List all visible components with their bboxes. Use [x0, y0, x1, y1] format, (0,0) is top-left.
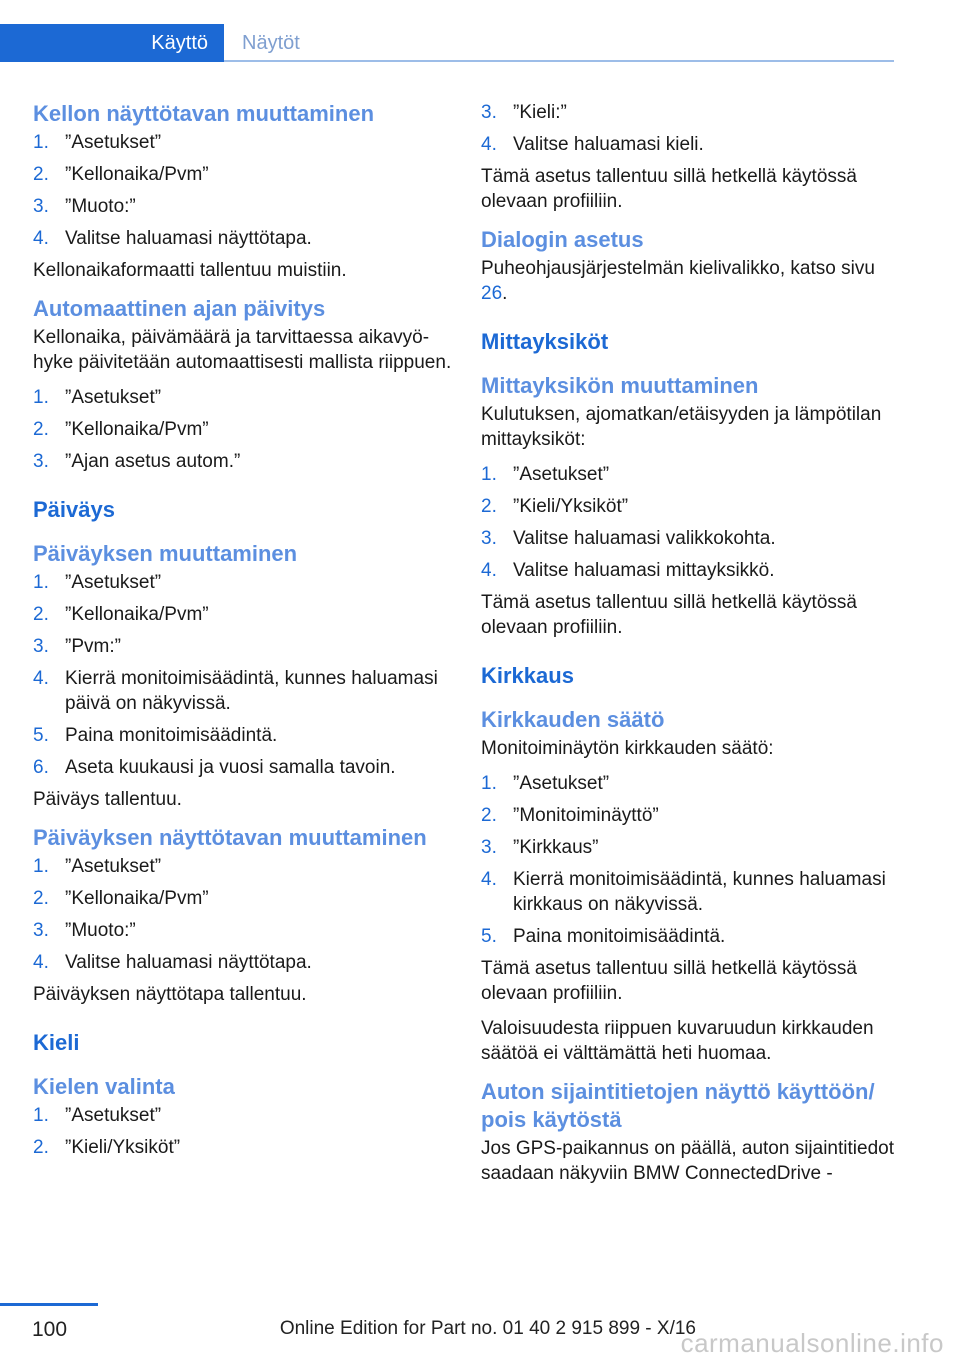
step-list: [33, 854, 453, 975]
step-number: 3.: [33, 196, 49, 217]
step-item: [481, 867, 901, 917]
step-number: 3.: [481, 528, 497, 549]
step-list: [33, 1103, 453, 1160]
step-item: [33, 1135, 453, 1160]
subsection-heading: Dialogin asetus: [481, 227, 644, 252]
paragraph: Tämä asetus tallentuu sillä hetkellä käytössä olevaan profiiliin.: [481, 166, 857, 212]
step-number: 2.: [33, 1137, 49, 1158]
step-item: [33, 634, 453, 659]
footer-rule: [0, 1303, 98, 1306]
step-item: [33, 854, 453, 879]
step-number: 2.: [33, 888, 49, 909]
step-list: [481, 100, 901, 157]
step-item: [33, 570, 453, 595]
step-text: ”Asetukset”: [65, 856, 162, 877]
step-number: 5.: [481, 926, 497, 947]
top-bar: [0, 0, 960, 64]
step-list: [33, 385, 453, 474]
step-number: 4.: [33, 952, 49, 973]
paragraph: Päiväys tallentuu.: [33, 789, 182, 810]
step-item: [33, 385, 453, 410]
step-number: 4.: [481, 560, 497, 581]
tab-kaytto[interactable]: Käyttö: [0, 24, 224, 62]
step-number: 4.: [33, 228, 49, 249]
step-number: 4.: [33, 668, 49, 689]
step-text: ”Kieli:”: [513, 102, 567, 123]
subsection-heading: Kirkkauden säätö: [481, 707, 665, 732]
step-list: [33, 570, 453, 780]
step-text: ”Kieli/Yksiköt”: [513, 496, 629, 517]
step-text: ”Muoto:”: [65, 920, 136, 941]
step-text: ”Monitoiminäyttö”: [513, 805, 659, 826]
step-text: Paina monitoimisäädintä.: [65, 725, 278, 746]
paragraph: Kellonaika, päivämäärä ja tarvittaessa aikavyöhyke päivitetään automaattisesti mallista riippuen.: [33, 327, 452, 373]
step-item: [33, 130, 453, 155]
step-text: ”Asetukset”: [513, 464, 610, 485]
step-item: [481, 771, 901, 796]
step-item: [481, 835, 901, 860]
step-text: ”Asetukset”: [65, 132, 162, 153]
paragraph: Kulutuksen, ajomatkan/etäisyyden ja lämpötilan mittayksiköt:: [481, 404, 882, 450]
paragraph: Valoisuudesta riippuen kuvaruudun kirkkauden säätöä ei välttämättä heti huomaa.: [481, 1018, 874, 1064]
step-number: 5.: [33, 725, 49, 746]
step-item: [33, 1103, 453, 1128]
paragraph-text: Puheohjausjärjestelmän kielivalikko, katso sivu: [481, 258, 875, 279]
step-text: Aseta kuukausi ja vuosi samalla tavoin.: [65, 757, 396, 778]
step-number: 1.: [33, 1105, 49, 1126]
step-text: ”Pvm:”: [65, 636, 121, 657]
step-number: 2.: [481, 805, 497, 826]
step-text: Valitse haluamasi mittayksikkö.: [513, 560, 775, 581]
step-text: ”Asetukset”: [65, 387, 162, 408]
subsection-heading: Päiväyksen muuttaminen: [33, 541, 298, 566]
step-list: [33, 130, 453, 251]
step-text: ”Kellonaika/Pvm”: [65, 164, 209, 185]
step-item: [481, 132, 901, 157]
step-text: Valitse haluamasi näyttötapa.: [65, 228, 312, 249]
step-number: 1.: [33, 572, 49, 593]
left-column: [33, 100, 453, 1167]
watermark: carmanualsonline.info: [680, 1328, 944, 1358]
section-heading: Kirkkaus: [481, 663, 574, 688]
step-number: 2.: [481, 496, 497, 517]
step-number: 2.: [33, 164, 49, 185]
step-number: 4.: [481, 869, 497, 890]
step-item: [33, 417, 453, 442]
step-list: [481, 771, 901, 949]
subsection-heading: Kielen valinta: [33, 1074, 175, 1099]
step-number: 3.: [481, 102, 497, 123]
subsection-heading: Päiväyksen näyttötavan muuttaminen: [33, 825, 427, 850]
step-text: ”Kellonaika/Pvm”: [65, 419, 209, 440]
tab-naytot[interactable]: Näytöt: [242, 31, 300, 54]
step-text: ”Muoto:”: [65, 196, 136, 217]
step-text: ”Kellonaika/Pvm”: [65, 604, 209, 625]
step-number: 1.: [481, 464, 497, 485]
step-number: 1.: [33, 856, 49, 877]
step-text: ”Kieli/Yksiköt”: [65, 1137, 181, 1158]
subsection-heading: Kellon näyttötavan muuttaminen: [33, 101, 375, 126]
header-rule: [224, 60, 894, 62]
step-item: [481, 100, 901, 125]
step-text: Kierrä monitoimisäädintä, kunnes haluamasi kirkkaus on näkyvissä.: [513, 869, 886, 915]
step-text: ”Asetukset”: [513, 773, 610, 794]
section-heading: Mittayksiköt: [481, 329, 609, 354]
step-item: [481, 526, 901, 551]
step-number: 1.: [33, 132, 49, 153]
subsection-heading: Auton sijaintitietojen näyttö käyttöön/ pois käytöstä: [481, 1079, 875, 1132]
step-number: 3.: [33, 451, 49, 472]
subsection-heading: Mittayksikön muuttaminen: [481, 373, 759, 398]
step-number: 3.: [33, 636, 49, 657]
step-text: Paina monitoimisäädintä.: [513, 926, 726, 947]
step-item: [33, 886, 453, 911]
step-number: 2.: [33, 604, 49, 625]
step-text: ”Kirkkaus”: [513, 837, 599, 858]
page-number: 100: [32, 1318, 68, 1341]
paragraph: Jos GPS-paikannus on päällä, auton sijaintitiedot saadaan näkyviin BMW ConnectedDrive -: [481, 1138, 894, 1184]
step-item: [33, 666, 453, 716]
step-text: ”Asetukset”: [65, 1105, 162, 1126]
step-item: [33, 950, 453, 975]
paragraph: Monitoiminäytön kirkkauden säätö:: [481, 738, 774, 759]
page-link[interactable]: 26: [481, 283, 503, 304]
step-number: 6.: [33, 757, 49, 778]
paragraph-text-end: .: [502, 283, 508, 304]
step-item: [33, 755, 453, 780]
section-heading: Kieli: [33, 1030, 80, 1055]
paragraph: Kellonaikaformaatti tallentuu muistiin.: [33, 260, 347, 281]
paragraph: Päiväyksen näyttötapa tallentuu.: [33, 984, 307, 1005]
step-text: ”Ajan asetus autom.”: [65, 451, 241, 472]
step-number: 3.: [33, 920, 49, 941]
step-item: [33, 602, 453, 627]
step-text: Valitse haluamasi kieli.: [513, 134, 704, 155]
step-text: Valitse haluamasi näyttötapa.: [65, 952, 312, 973]
step-item: [481, 462, 901, 487]
step-item: [481, 558, 901, 583]
step-item: [481, 924, 901, 949]
paragraph: Tämä asetus tallentuu sillä hetkellä käytössä olevaan profiiliin.: [481, 958, 857, 1004]
step-text: ”Asetukset”: [65, 572, 162, 593]
step-item: [481, 803, 901, 828]
step-item: [481, 494, 901, 519]
step-item: [33, 918, 453, 943]
section-heading: Päiväys: [33, 497, 115, 522]
step-number: 1.: [33, 387, 49, 408]
step-number: 4.: [481, 134, 497, 155]
step-item: [33, 194, 453, 219]
subsection-heading: Automaattinen ajan päivitys: [33, 296, 326, 321]
step-item: [33, 226, 453, 251]
step-text: ”Kellonaika/Pvm”: [65, 888, 209, 909]
edition-note: Online Edition for Part no. 01 40 2 915 899 - X/16: [279, 1318, 696, 1339]
step-text: Kierrä monitoimisäädintä, kunnes haluamasi päivä on näkyvissä.: [65, 668, 438, 714]
step-list: [481, 462, 901, 583]
paragraph: Tämä asetus tallentuu sillä hetkellä käytössä olevaan profiiliin.: [481, 592, 857, 638]
step-number: 1.: [481, 773, 497, 794]
paragraph-with-link: [481, 256, 901, 306]
step-item: [33, 162, 453, 187]
step-number: 3.: [481, 837, 497, 858]
step-item: [33, 723, 453, 748]
step-item: [33, 449, 453, 474]
step-text: Valitse haluamasi valikkokohta.: [513, 528, 776, 549]
step-number: 2.: [33, 419, 49, 440]
right-column: [481, 100, 901, 1196]
